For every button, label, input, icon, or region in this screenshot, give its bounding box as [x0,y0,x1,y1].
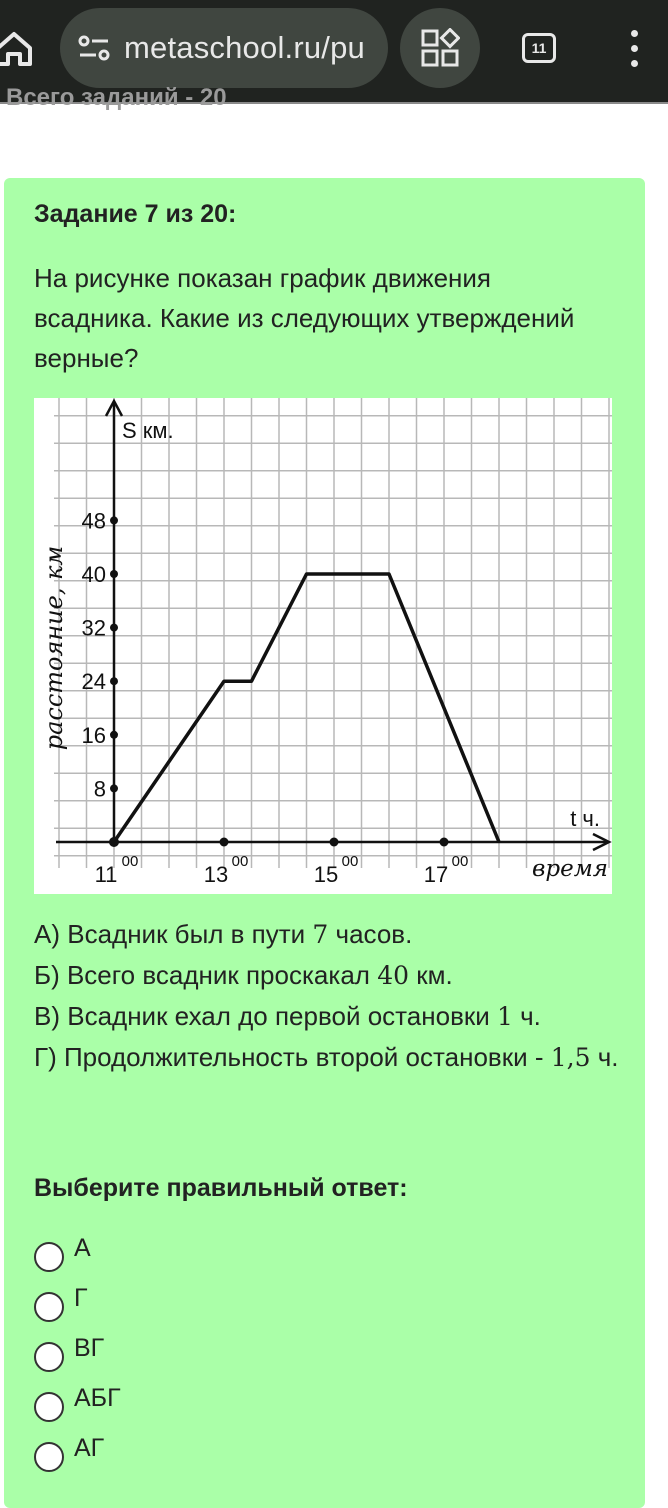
x-tick-hour: 11 [94,862,118,887]
apps-icon [420,28,460,68]
x-tick-minutes: 00 [231,853,249,870]
x-tick-minutes: 00 [451,853,469,870]
y-axis-unit-label: S км. [122,418,174,443]
more-menu-icon[interactable] [624,30,644,70]
motion-graph [34,398,612,894]
answer-option-ag[interactable] [34,1434,334,1480]
x-tick-minutes: 00 [121,853,139,870]
x-tick-dot [220,838,229,847]
x-axis-unit-label: t ч. [570,806,600,831]
answer-prompt: Выберите правильный ответ: [34,1174,408,1202]
answer-option-label[interactable]: ВГ [74,1334,105,1362]
address-bar[interactable] [60,8,388,88]
y-tick-dot [110,677,118,685]
radio-button[interactable] [34,1342,64,1372]
origin-dot [109,837,119,847]
y-tick-dot [110,731,118,739]
statement-a: А) Всадник был в пути 7 часов. [34,919,413,949]
x-tick-minutes: 00 [341,853,359,870]
statements-list [34,914,634,1078]
y-tick-label: 40 [81,562,106,587]
y-tick-dot [110,624,118,632]
tab-switcher-button[interactable]: 11 [522,33,556,63]
site-settings-icon[interactable] [78,34,110,62]
y-axis-title: расстояние, км [40,545,68,751]
answer-option-vg[interactable] [34,1334,334,1380]
answer-option-g[interactable] [34,1284,334,1330]
y-tick-label: 8 [93,776,106,802]
x-tick-dot [440,838,449,847]
url-text[interactable]: metaschool.ru/pu [124,30,365,65]
y-tick-label: 48 [81,508,106,534]
answer-option-label[interactable]: АБГ [74,1384,121,1412]
statement-g: Г) Продолжительность второй остановки - 1,5 ч. [34,1042,619,1072]
answer-option-label[interactable]: А [74,1234,91,1262]
x-tick-hour: 13 [203,862,229,887]
radio-button[interactable] [34,1292,64,1322]
answer-option-label[interactable]: Г [74,1284,88,1312]
answer-option-a[interactable] [34,1234,334,1280]
x-tick-hour: 17 [423,862,449,887]
answer-option-abg[interactable] [34,1384,334,1430]
x-axis-title: время [531,856,608,882]
y-tick-dot [110,784,118,792]
y-tick-label: 16 [81,722,106,748]
statement-b: Б) Всего всадник проскакал 40 км. [34,960,453,990]
radio-button[interactable] [34,1242,64,1272]
statement-v: В) Всадник ехал до первой остановки 1 ч. [34,1001,541,1031]
home-icon[interactable] [0,28,34,68]
x-tick-dot [330,838,339,847]
total-tasks-heading: Всего заданий - 20 [6,84,227,111]
apps-button[interactable] [400,8,480,88]
y-tick-dot [110,516,118,524]
answer-option-label[interactable]: АГ [74,1434,105,1462]
task-title: Задание 7 из 20: [34,200,237,228]
question-text: На рисунке показан график движения всадника. Какие из следующих утверждений верные? [34,263,575,373]
y-tick-label: 24 [81,669,106,695]
y-tick-dot [110,570,118,578]
y-tick-label: 32 [81,615,106,641]
x-tick-hour: 15 [313,862,339,887]
radio-button[interactable] [34,1442,64,1472]
radio-button[interactable] [34,1392,64,1422]
graph-svg [34,398,612,894]
